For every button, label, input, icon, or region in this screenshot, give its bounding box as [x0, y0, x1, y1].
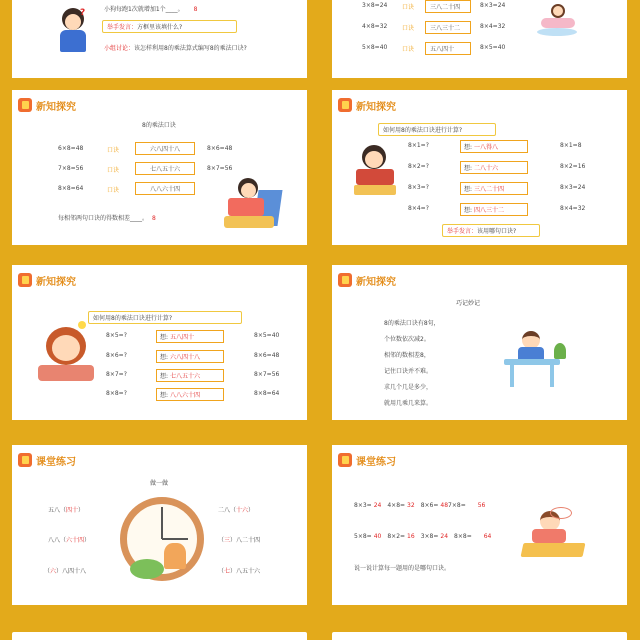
slide-header: 课堂练习	[338, 451, 396, 469]
equation: 8×3=24	[560, 184, 586, 191]
slide-header: 新知探究	[18, 96, 76, 114]
book-logo-icon	[338, 453, 352, 467]
question: 8×3=?	[408, 184, 429, 191]
question-prompt: 如何用8的乘法口诀进行计算?	[88, 311, 242, 324]
think-box: 想: 三八二十四	[460, 182, 528, 195]
slide-4[interactable]	[332, 90, 627, 245]
slide-8[interactable]	[332, 445, 627, 605]
hand-raise-prompt: 举手发言：方框里该填什么?	[102, 20, 237, 33]
thinking-boy-illustration: ?	[56, 8, 90, 58]
rhyme-line: 个位数依次减2。	[384, 336, 430, 343]
slide-header: 新知探究	[338, 96, 396, 114]
book-logo-icon	[18, 273, 32, 287]
girl-reading-illustration	[38, 327, 94, 385]
equation: 3×8=24	[362, 2, 388, 9]
slide-title: 巧记妙记	[456, 300, 481, 307]
equation: 8×6=48	[207, 145, 233, 152]
footer-instruction: 说一说计算每一题用的是哪句口诀。	[354, 565, 451, 572]
equation: 8×7=56	[207, 165, 233, 172]
slide-5[interactable]	[12, 265, 307, 420]
girl-on-book-illustration	[522, 507, 590, 565]
slide-2[interactable]	[332, 0, 627, 78]
fill-item: （六）八四十八	[44, 568, 87, 575]
exercise-row: 5×8= 40 8×2= 16 3×8= 24 8×8= 64	[354, 533, 492, 540]
hand-raise-prompt: 举手发言：该用哪句口诀?	[442, 224, 540, 237]
rhyme-box: 六八四十八	[135, 142, 195, 155]
next-slide-edge	[12, 632, 307, 640]
slide-6[interactable]	[332, 265, 627, 420]
rhyme-box: 五八四十	[425, 42, 471, 55]
slide-header: 课堂练习	[18, 451, 76, 469]
question: 8×4=?	[408, 205, 429, 212]
rhyme-box: 八八六十四	[135, 182, 195, 195]
next-slide-edge	[332, 632, 627, 640]
think-box: 想: 八八六十四	[156, 388, 224, 401]
rhyme-line: 就用几乘几来算。	[384, 400, 433, 407]
think-box: 想: 四八三十二	[460, 203, 528, 216]
think-box: 想: 二八十六	[460, 161, 528, 174]
footer-question: 每相邻两句口诀的得数相差____。 8	[58, 215, 156, 222]
slide-header: 新知探究	[338, 271, 396, 289]
think-box: 想: 七八五十六	[156, 369, 224, 382]
book-logo-icon	[338, 273, 352, 287]
fill-item: 八八（六十四）	[48, 537, 91, 544]
equation: 8×3=24	[480, 2, 506, 9]
rhyme-box: 三八三十二	[425, 21, 471, 34]
equation: 4×8=32	[362, 23, 388, 30]
rhyme-line: 相邻的数相差8，	[384, 352, 430, 359]
slide-7[interactable]	[12, 445, 307, 605]
equation: 8×1=8	[560, 142, 582, 149]
boy-at-desk-illustration	[504, 327, 568, 389]
rhyme-line: 记住口诀并不难。	[384, 368, 433, 375]
slide-title: 8的乘法口诀	[142, 122, 176, 129]
rhyme-tag: 口诀	[107, 167, 120, 174]
equation: 8×5=40	[254, 332, 280, 339]
think-box: 想: 五八四十	[156, 330, 224, 343]
equation: 8×4=32	[480, 23, 506, 30]
equation: 8×7=56	[254, 371, 280, 378]
fill-item: 二八（十六）	[218, 507, 255, 514]
rhyme-tag: 口诀	[402, 4, 415, 11]
equation: 6×8=48	[58, 145, 84, 152]
rhyme-tag: 口诀	[402, 46, 415, 53]
equation: 8×4=32	[560, 205, 586, 212]
equation: 8×8=64	[254, 390, 280, 397]
rhyme-box: 七八五十六	[135, 162, 195, 175]
equation: 5×8=40	[362, 44, 388, 51]
fill-item: （三）八二十四	[218, 537, 261, 544]
equation: 8×8=64	[58, 185, 84, 192]
question: 8×1=?	[408, 142, 429, 149]
rhyme-tag: 口诀	[107, 187, 120, 194]
equation: 8×5=40	[480, 44, 506, 51]
rhyme-tag: 口诀	[402, 25, 415, 32]
equation: 8×2=16	[560, 163, 586, 170]
question: 8×2=?	[408, 163, 429, 170]
slide-header: 新知探究	[18, 271, 76, 289]
question: 8×5=?	[106, 332, 127, 339]
book-logo-icon	[338, 98, 352, 112]
question: 8×8=?	[106, 390, 127, 397]
boy-reading-illustration	[222, 176, 284, 234]
fill-item: （七）八五十六	[218, 568, 261, 575]
exercise-row: 8×3= 24 4×8= 32 8×6= 487×8= 56	[354, 502, 486, 509]
equation: 7×8=56	[58, 165, 84, 172]
fill-item: 五八（四十）	[48, 507, 85, 514]
think-box: 想: 一八得八	[460, 140, 528, 153]
rhyme-box: 三八二十四	[425, 0, 471, 13]
book-logo-icon	[18, 98, 32, 112]
girl-reading-illustration	[354, 145, 396, 197]
slide-3[interactable]	[12, 90, 307, 245]
rhyme-line: 8的乘法口诀有8句，	[384, 320, 440, 327]
slide-title: 做一做	[150, 480, 169, 487]
think-box: 想: 六八四十八	[156, 350, 224, 363]
book-logo-icon	[18, 453, 32, 467]
question-text: 小狗每跑1次就增加1个____。 8	[104, 6, 198, 13]
question-prompt: 如何用8的乘法口诀进行计算?	[378, 123, 496, 136]
group-discussion-prompt: 小组讨论：该怎样利用8的乘法算式编写8的乘法口诀?	[104, 45, 247, 52]
clock-illustration	[120, 497, 204, 581]
equation: 8×6=48	[254, 352, 280, 359]
rhyme-tag: 口诀	[107, 147, 120, 154]
question: 8×7=?	[106, 371, 127, 378]
rhyme-line: 求几个几是多少，	[384, 384, 433, 391]
slide-1[interactable]	[12, 0, 307, 78]
reading-child-illustration	[537, 4, 577, 38]
question: 8×6=?	[106, 352, 127, 359]
